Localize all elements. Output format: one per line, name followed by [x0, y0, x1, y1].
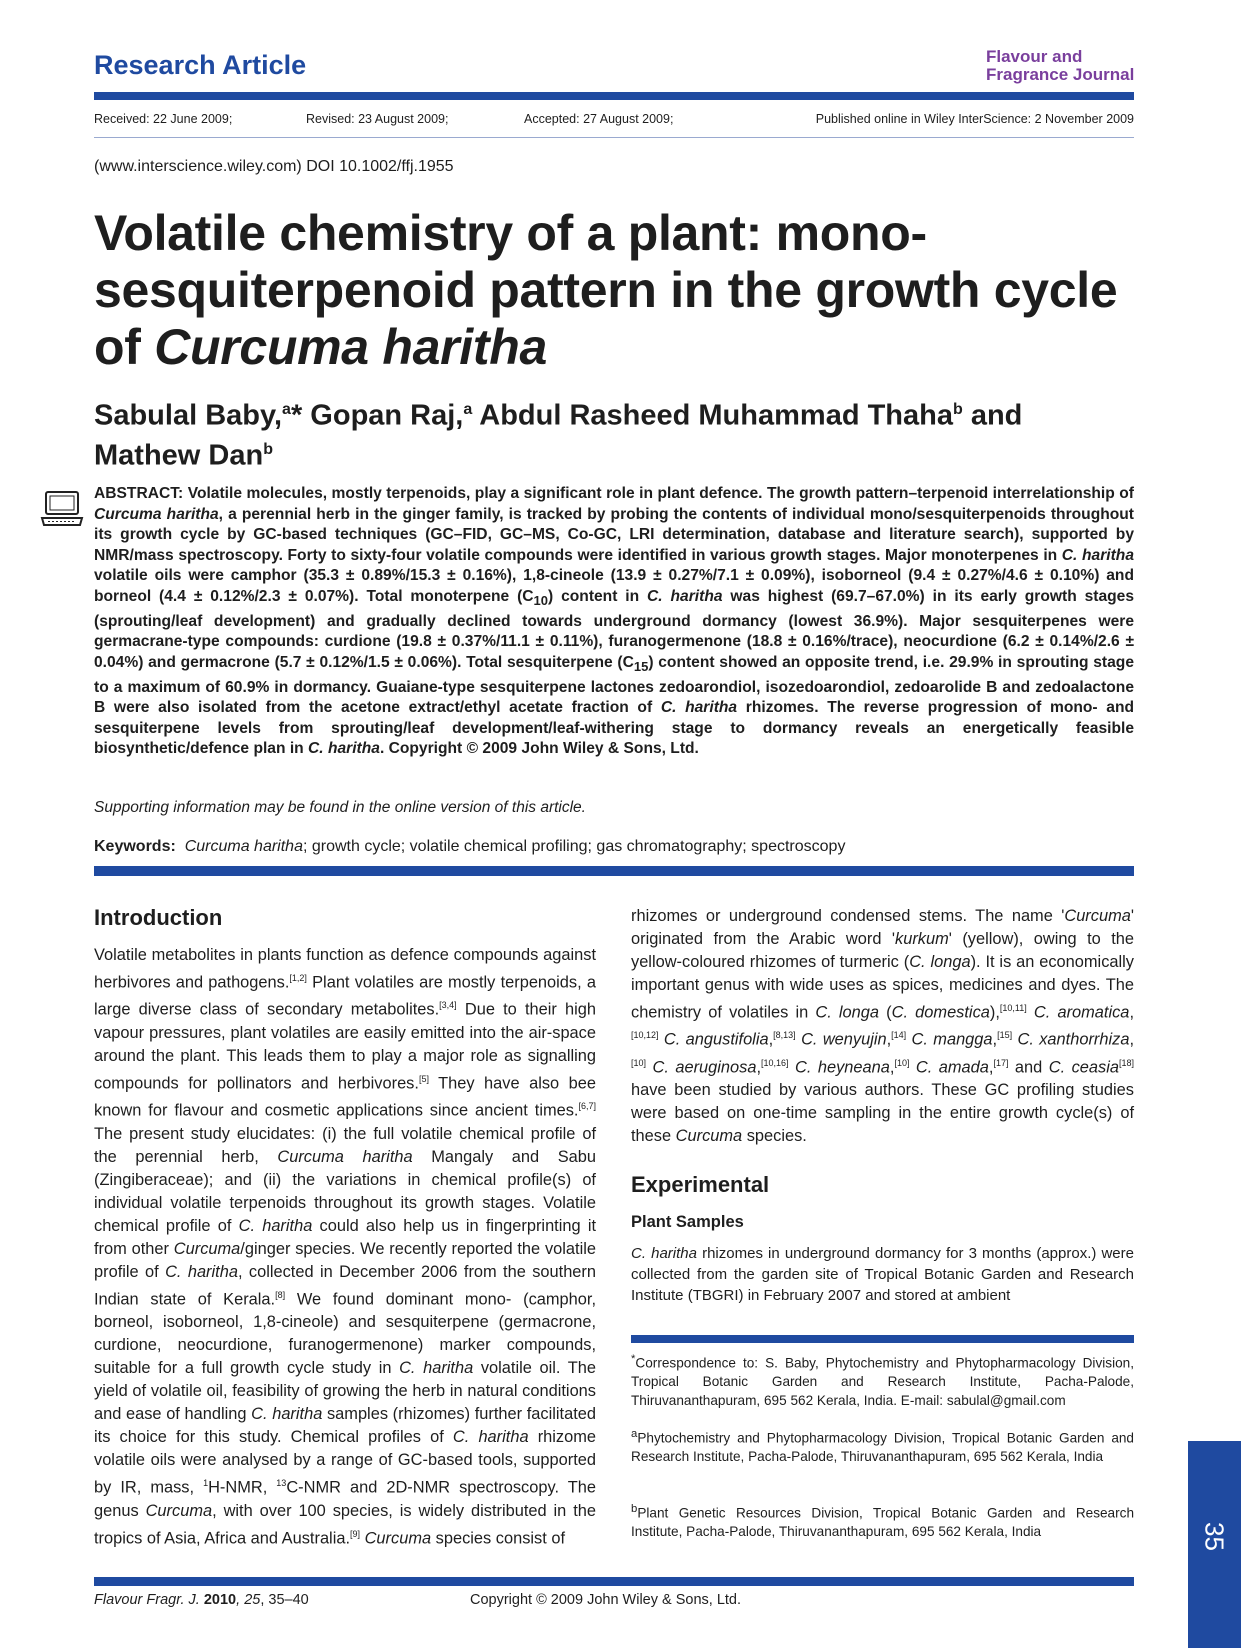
abstract-lead: ABSTRACT: — [94, 485, 188, 502]
header-rule — [94, 92, 1134, 100]
body-text — [1027, 1003, 1034, 1021]
citation-journal: Flavour Fragr. J. — [94, 1592, 204, 1608]
body-text: The present study elucidates: (i) the full volatile chemical profile of the perennial herb, — [94, 1124, 596, 1166]
species-name: C. haritha — [251, 1405, 323, 1424]
citation-ref[interactable]: [10] — [894, 1057, 910, 1068]
abstract-species: Curcuma haritha — [94, 505, 219, 523]
body-text: samples (rhizomes) further facilitated its choice for this study. Chemical profiles of — [94, 1405, 596, 1447]
body-text: , with over 100 species, is widely distributed in the tropics of Asia, Africa and Australia. — [94, 1501, 596, 1548]
species-name: Curcuma — [364, 1529, 432, 1548]
species-name: C. haritha — [452, 1428, 529, 1447]
page-number: 35 — [1199, 1522, 1230, 1551]
species-name: C. xanthorrhiza — [1017, 1030, 1130, 1049]
species-name: C. mangga — [911, 1030, 993, 1049]
abstract-text: Volatile molecules, mostly terpenoids, play a significant role in plant defence. The growth pattern–terpenoid interrelationship of — [187, 485, 1134, 502]
species-name: C. aromatica — [1033, 1003, 1130, 1022]
footer-rule — [94, 1577, 1134, 1586]
supporting-info-note: Supporting information may be found in the online version of this article. — [94, 799, 586, 816]
abstract-text: was highest (69.7–67.0%) in its early growth stages (sprouting/leaf development) and gradually declined towards underground dormancy (lowest 36.9%). Major sesquiterpenes were germacrane-type compounds: curdione (19.8 ± 0.37%/11.1 ± 0.11%), furanogermenone (18.8 ± 0.16%/trace), neocurdione (6.2 ± 0.14%/2.6 ± 0.04%) and germacrone (5.7 ± 0.12%/1.5 ± 0.06%). Total sesquiterpene (C — [94, 587, 1135, 671]
citation-ref[interactable]: [15] — [997, 1030, 1013, 1041]
body-text: ' originated from the Arabic word ' — [631, 907, 1134, 948]
body-text: ' (yellow), owing to the yellow-coloured rhizomes of turmeric ( — [631, 930, 1134, 971]
affiliation-b-footnote — [631, 1500, 1134, 1542]
body-text: have been studied by various authors. These GC profiling studies were based on one-time sampling in the entire growth cycle(s) of these — [631, 1081, 1134, 1146]
footnote-text: Correspondence to: S. Baby, Phytochemistry and Phytopharmacology Division, Tropical Botanic Garden and Research Institute, Pacha-Palode, Thiruvananthapuram, 695 562 Kerala, India. E-mail: sabulal@gmail.com — [631, 1355, 1134, 1408]
species-name: C. haritha — [238, 1216, 313, 1235]
section-rule — [94, 866, 1134, 876]
body-text: H-NMR, — [208, 1478, 277, 1497]
body-text: Plant volatiles are mostly terpenoids, a large diverse class of secondary metabolites. — [94, 973, 596, 1019]
affiliation-mark: b — [953, 401, 963, 418]
body-text: could also help us in fingerprinting it from other — [94, 1216, 597, 1258]
body-text: , collected in December 2006 from the southern Indian state of Kerala. — [94, 1262, 596, 1309]
title-species: Curcuma haritha — [154, 319, 548, 375]
citation-ref[interactable]: [10,11] — [999, 1003, 1027, 1013]
citation-pages: , 35–40 — [260, 1592, 309, 1608]
body-text: rhizomes in underground dormancy for 3 months (approx.) were collected from the garden site of Tropical Botanic Garden and Research Institute (TBGRI) in February 2007 and stored at ambient — [631, 1245, 1134, 1304]
abstract-text: rhizomes. The reverse progression of mono- and sesquiterpene levels from sprouting/leaf development/leaf-withering stage to dormancy reveals an energetically feasible biosynthetic/defence plan in — [94, 699, 1135, 758]
computer-icon — [40, 490, 84, 528]
abstract-text: . Copyright © 2009 John Wiley & Sons, Ltd. — [379, 740, 699, 758]
abstract-text: ) content showed an opposite trend, i.e. 29.9% in sprouting stage to a maximum of 60.9% in dormancy. Guaiane-type sesquiterpene lactones zedoarondiol, isozedoarondiol, zedoarolide B and zedoalactone B were also isolated from the acetone extract/ethyl acetate fraction of — [94, 653, 1134, 717]
abstract-species: C. haritha — [660, 699, 738, 717]
body-text: rhizomes or underground condensed stems. The name ' — [631, 907, 1065, 925]
footnote-text: Plant Genetic Resources Division, Tropical Botanic Garden and Research Institute, Pacha-Palode, Thiruvananthapuram, 695 562 Kerala, India — [631, 1505, 1134, 1540]
species-name: C. ceasia — [1048, 1058, 1119, 1077]
correspondence-footnote — [631, 1350, 1134, 1410]
body-text: species. — [742, 1127, 807, 1146]
citation-ref[interactable]: [10,16] — [761, 1057, 789, 1068]
isotope-superscript: 1 — [203, 1478, 209, 1489]
page-number-tab — [1188, 1441, 1241, 1648]
abstract-text: ) content in — [548, 587, 648, 605]
journal-citation — [94, 1592, 309, 1608]
species-name: C. haritha — [165, 1262, 238, 1281]
abstract-species: C. haritha — [308, 740, 380, 758]
journal-logo-line1: Flavour and — [986, 47, 1083, 66]
species-name: Curcuma haritha — [277, 1147, 413, 1166]
citation-ref[interactable]: [1,2] — [289, 973, 307, 983]
footnote-mark: a — [631, 1428, 638, 1440]
citation-ref[interactable]: [8] — [275, 1289, 286, 1300]
article-type-label: Research Article — [94, 50, 307, 80]
author-1[interactable]: Sabulal Baby, — [94, 399, 283, 432]
body-text: /ginger species. We recently reported the volatile profile of — [94, 1239, 597, 1281]
species-name: Curcuma — [1064, 907, 1131, 925]
footer-copyright: Copyright © 2009 John Wiley & Sons, Ltd. — [470, 1592, 742, 1608]
affiliation-a-footnote — [631, 1425, 1134, 1467]
citation-ref[interactable]: [8,13] — [773, 1030, 796, 1041]
body-text: , — [768, 1030, 774, 1049]
subscript: 15 — [633, 658, 649, 674]
abstract — [94, 484, 1134, 760]
footnote-rule — [631, 1335, 1134, 1343]
body-text: , — [1129, 1030, 1134, 1049]
received-date: Received: 22 June 2009; — [94, 112, 233, 126]
body-text: rhizome volatile oils were analysed by a range of GC-based tools, supported by IR, mass, — [94, 1428, 597, 1497]
species-name: Curcuma — [173, 1239, 241, 1258]
species-name: C. haritha — [631, 1245, 697, 1262]
body-text: , — [988, 1058, 994, 1077]
corresponding-mark: * — [290, 399, 303, 432]
affiliation-mark: a — [282, 401, 291, 418]
title-text: Volatile chemistry of a plant: mono-sesquiterpenoid pattern in the growth cycle of — [94, 205, 1118, 375]
body-text: They have also bee known for flavour and cosmetic applications since ancient times. — [94, 1074, 596, 1120]
introduction-continued — [631, 905, 1134, 1148]
section-heading-experimental: Experimental — [631, 1172, 770, 1197]
doi-line[interactable]: (www.interscience.wiley.com) DOI 10.1002/ffj.1955 — [94, 158, 454, 175]
body-text: , — [756, 1058, 762, 1077]
citation-ref[interactable]: [9] — [350, 1528, 361, 1539]
citation-ref[interactable]: [10,12] — [631, 1030, 659, 1041]
revised-date: Revised: 23 August 2009; — [306, 112, 449, 126]
journal-logo-line2: Fragrance Journal — [986, 65, 1135, 84]
author-3[interactable]: Abdul Rasheed Muhammad Thaha — [472, 399, 953, 432]
foreign-word: kurkum — [895, 930, 949, 948]
species-name: C. longa — [909, 953, 971, 971]
introduction-body — [94, 944, 596, 1550]
plant-samples-body — [631, 1243, 1134, 1306]
species-name: C. angustifolia — [663, 1030, 769, 1049]
body-text: , — [886, 1030, 892, 1049]
subsection-heading-plant-samples: Plant Samples — [631, 1213, 744, 1231]
citation-year: 2010 — [203, 1592, 237, 1608]
keywords-label: Keywords: — [94, 838, 176, 855]
body-text: C-NMR and 2D-NMR spectroscopy. The genus — [94, 1478, 596, 1520]
body-text: ), — [989, 1003, 1000, 1022]
body-text: ). It is an economically important genus with wide uses as spices, medicines and dyes. The chemistry of volatiles in — [631, 953, 1134, 1022]
citation-ref[interactable]: [17] — [993, 1057, 1009, 1068]
body-text: , — [889, 1058, 895, 1077]
species-name: Curcuma — [675, 1127, 743, 1146]
affiliation-mark: b — [263, 440, 273, 458]
keyword-species: Curcuma haritha — [184, 838, 303, 855]
citation-ref[interactable]: [14] — [891, 1030, 907, 1041]
section-heading-introduction: Introduction — [94, 905, 223, 930]
footnote-mark: b — [631, 1503, 638, 1515]
author-list — [94, 393, 1094, 472]
body-text: ( — [879, 1003, 892, 1022]
affiliation-mark: a — [463, 401, 473, 418]
citation-ref[interactable]: [3,4] — [439, 1000, 457, 1011]
body-text: and — [1008, 1058, 1049, 1077]
author-conjunction: and — [962, 399, 1023, 432]
citation-volume: 25 — [244, 1592, 261, 1608]
citation-separator: , — [236, 1592, 245, 1608]
abstract-species: C. haritha — [1061, 546, 1134, 564]
published-date: Published online in Wiley InterScience: 2 November 2009 — [815, 112, 1134, 126]
footnote-text: Phytochemistry and Phytopharmacology Division, Tropical Botanic Garden and Research Institute, Pacha-Palode, Thiruvananthapuram, 695 562 Kerala, India — [631, 1430, 1134, 1465]
species-name: C. haritha — [399, 1359, 474, 1378]
body-text: volatile oil. The yield of volatile oil, feasibility of growing the herb in natural conditions and ease of handling — [94, 1359, 596, 1424]
footnote-mark: * — [631, 1353, 636, 1365]
body-text: Mangaly and Sabu (Zingiberaceae); and (ii) the variations in chemical profile(s) of individual volatile terpenoids throughout its growth stages. Volatile chemical profile of — [94, 1147, 596, 1235]
body-text: Volatile metabolites in plants function as defence compounds against herbivores and pathogens. — [94, 946, 596, 992]
subscript: 10 — [533, 593, 549, 609]
dates-rule — [94, 137, 1134, 138]
accepted-date: Accepted: 27 August 2009; — [524, 112, 674, 126]
species-name: C. amada — [915, 1058, 989, 1077]
body-text: species consist of — [431, 1529, 566, 1548]
citation-ref[interactable]: [5] — [418, 1073, 429, 1084]
body-text: Due to their high vapour pressures, plant volatiles are easily emitted into the air-space around the plant. This leads them to play a major role as signalling compounds for pollinators and herbivores. — [94, 1000, 597, 1093]
isotope-superscript: 13 — [276, 1478, 287, 1489]
journal-logo — [986, 48, 1134, 84]
citation-ref[interactable]: [18] — [1118, 1057, 1134, 1068]
species-name: C. aeruginosa — [652, 1058, 757, 1077]
author-4[interactable]: Mathew Dan — [94, 439, 264, 472]
abstract-text: , a perennial herb in the ginger family, is tracked by probing the contents of individual mono/sesquiterpenoids throughout its growth cycle by GC-based techniques (GC–FID, GC–MS, Co-GC, LRI determination, database and literature search), supported by NMR/mass spectroscopy. Forty to sixty-four volatile compounds were identified in various growth stages. Major monoterpenes in — [94, 505, 1134, 564]
body-text: , — [1129, 1003, 1134, 1022]
species-name: C. longa — [815, 1003, 880, 1022]
species-name: Curcuma — [145, 1501, 213, 1520]
keywords — [94, 838, 845, 856]
abstract-text: volatile oils were camphor (35.3 ± 0.89%/15.3 ± 0.16%), 1,8-cineole (13.9 ± 0.27%/7.1 ± 0.09%), isoborneol (9.4 ± 0.27%/4.6 ± 0.10%) and borneol (4.4 ± 0.12%/2.3 ± 0.07%). Total monoterpene (C — [94, 567, 1134, 605]
species-name: C. wenyujin — [801, 1030, 887, 1049]
article-title — [94, 205, 1154, 376]
species-name: C. heyneana — [795, 1058, 890, 1077]
body-text: , — [992, 1030, 998, 1049]
keywords-list: ; growth cycle; volatile chemical profiling; gas chromatography; spectroscopy — [302, 838, 846, 855]
author-2[interactable]: Gopan Raj, — [302, 399, 464, 432]
citation-ref[interactable]: [10] — [631, 1057, 647, 1068]
body-text: We found dominant mono- (camphor, borneol, isoborneol, 1,8-cineole) and sesquiterpene (germacrone, curdione, neocurdione, furanogermenone) marker compounds, suitable for a full growth cycle study in — [94, 1290, 596, 1378]
abstract-species: C. haritha — [647, 587, 723, 605]
citation-ref[interactable]: [6,7] — [578, 1101, 596, 1112]
species-name: C. domestica — [891, 1003, 990, 1022]
